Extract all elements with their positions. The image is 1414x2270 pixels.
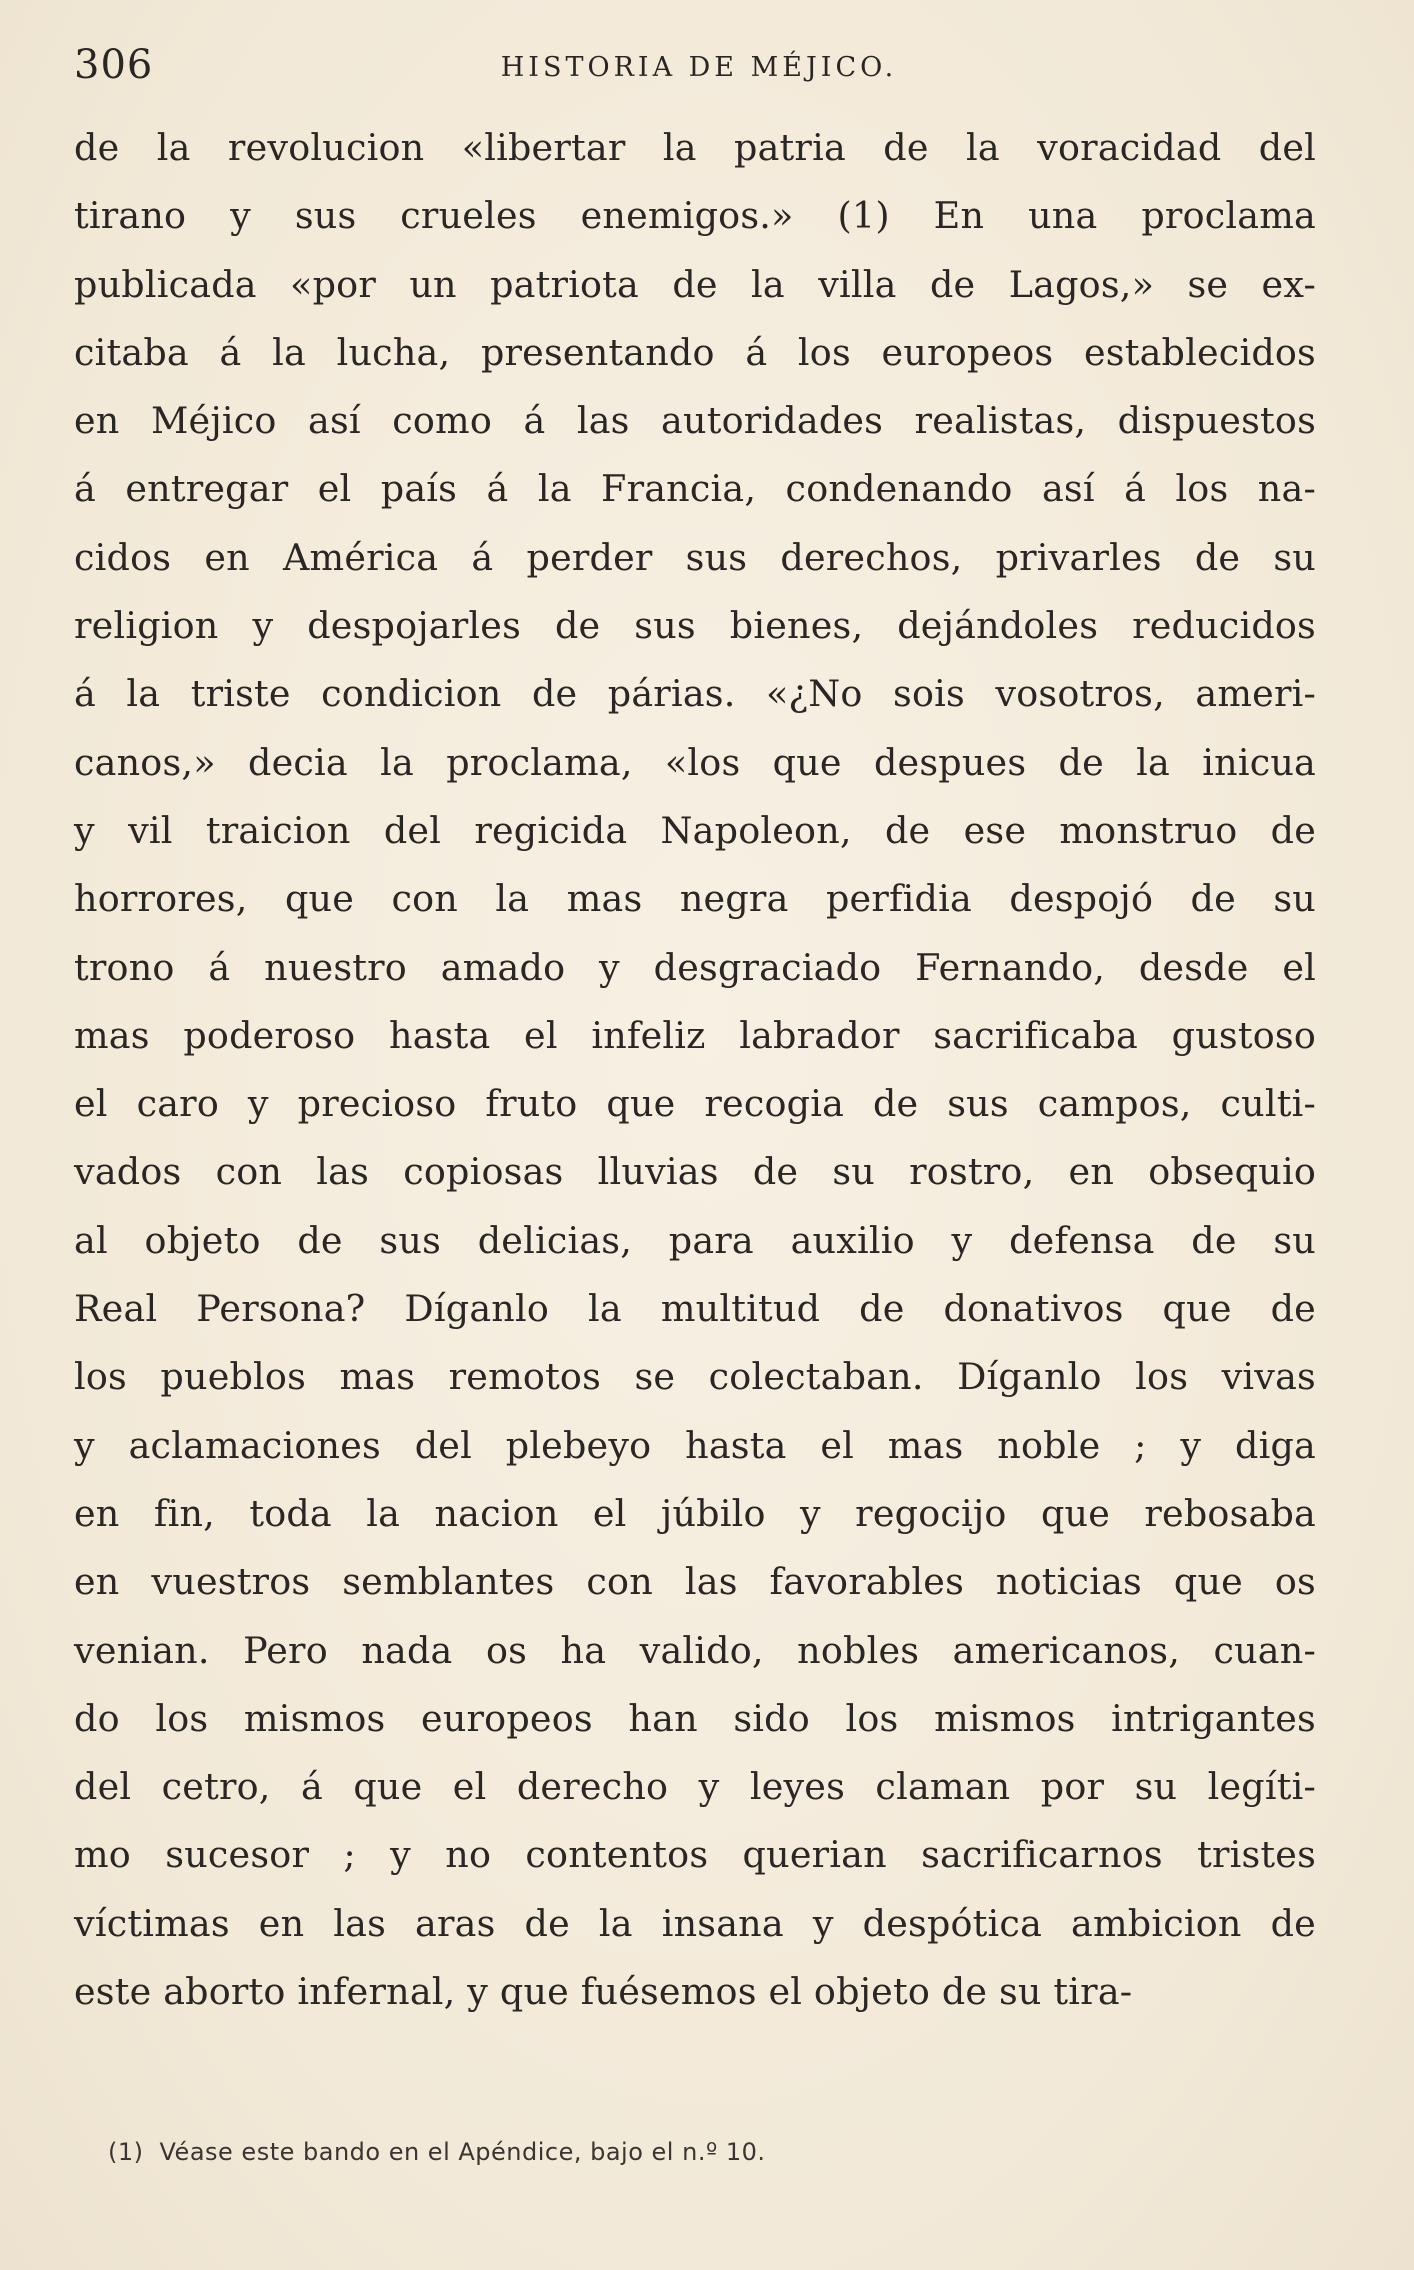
- text-line: religion y despojarles de sus bienes, dejándoles reducidos: [74, 604, 1316, 648]
- text-line: trono á nuestro amado y desgraciado Fernando, desde el: [74, 945, 1316, 989]
- text-line: canos,» decia la proclama, «los que despues de la inicua: [74, 740, 1316, 784]
- text-line: vados con las copiosas lluvias de su rostro, en obsequio: [74, 1150, 1316, 1194]
- text-line: á entregar el país á la Francia, condenando así á los na-: [74, 467, 1316, 511]
- footnote: [108, 2135, 766, 2169]
- body-text: [74, 114, 1316, 2026]
- running-title: HISTORIA DE MÉJICO.: [500, 52, 898, 83]
- text-line: al objeto de sus delicias, para auxilio y defensa de su: [74, 1218, 1316, 1262]
- text-line: y aclamaciones del plebeyo hasta el mas noble ; y diga: [74, 1423, 1316, 1467]
- text-line: este aborto infernal, y que fuésemos el objeto de su tira-: [74, 1970, 1133, 2014]
- text-line: víctimas en las aras de la insana y despótica ambicion de: [74, 1901, 1316, 1945]
- page-number: 306: [74, 42, 154, 88]
- text-line: tirano y sus crueles enemigos.» (1) En una proclama: [74, 194, 1316, 238]
- text-line: los pueblos mas remotos se colectaban. Díganlo los vivas: [74, 1355, 1316, 1399]
- text-line: mo sucesor ; y no contentos querian sacrificarnos tristes: [74, 1833, 1316, 1877]
- text-line: y vil traicion del regicida Napoleon, de ese monstruo de: [74, 808, 1316, 852]
- text-line: de la revolucion «libertar la patria de la voracidad del: [74, 126, 1316, 169]
- footnote-marker: (1): [108, 2138, 144, 2166]
- text-line: en vuestros semblantes con las favorables noticias que os: [74, 1560, 1316, 1604]
- text-line: en fin, toda la nacion el júbilo y regocijo que rebosaba: [74, 1491, 1316, 1535]
- text-line: publicada «por un patriota de la villa de Lagos,» se ex-: [74, 262, 1316, 306]
- text-line: citaba á la lucha, presentando á los europeos establecidos: [74, 330, 1316, 374]
- text-line: mas poderoso hasta el infeliz labrador sacrificaba gustoso: [74, 1013, 1316, 1057]
- text-line: á la triste condicion de párias. «¿No sois vosotros, ameri-: [74, 672, 1316, 716]
- text-line: cidos en América á perder sus derechos, privarles de su: [74, 535, 1316, 579]
- text-line: Real Persona? Díganlo la multitud de donativos que de: [74, 1287, 1316, 1331]
- text-line: el caro y precioso fruto que recogia de sus campos, culti-: [74, 1082, 1316, 1126]
- text-line: en Méjico así como á las autoridades realistas, dispuestos: [74, 399, 1316, 443]
- page-header: [74, 40, 1324, 90]
- text-line: horrores, que con la mas negra perfidia despojó de su: [74, 877, 1316, 921]
- text-line: del cetro, á que el derecho y leyes claman por su legíti-: [74, 1765, 1316, 1809]
- text-line: venian. Pero nada os ha valido, nobles americanos, cuan-: [74, 1628, 1316, 1672]
- footnote-text: Véase este bando en el Apéndice, bajo el n.º 10.: [159, 2138, 766, 2166]
- text-line: do los mismos europeos han sido los mismos intrigantes: [74, 1696, 1316, 1740]
